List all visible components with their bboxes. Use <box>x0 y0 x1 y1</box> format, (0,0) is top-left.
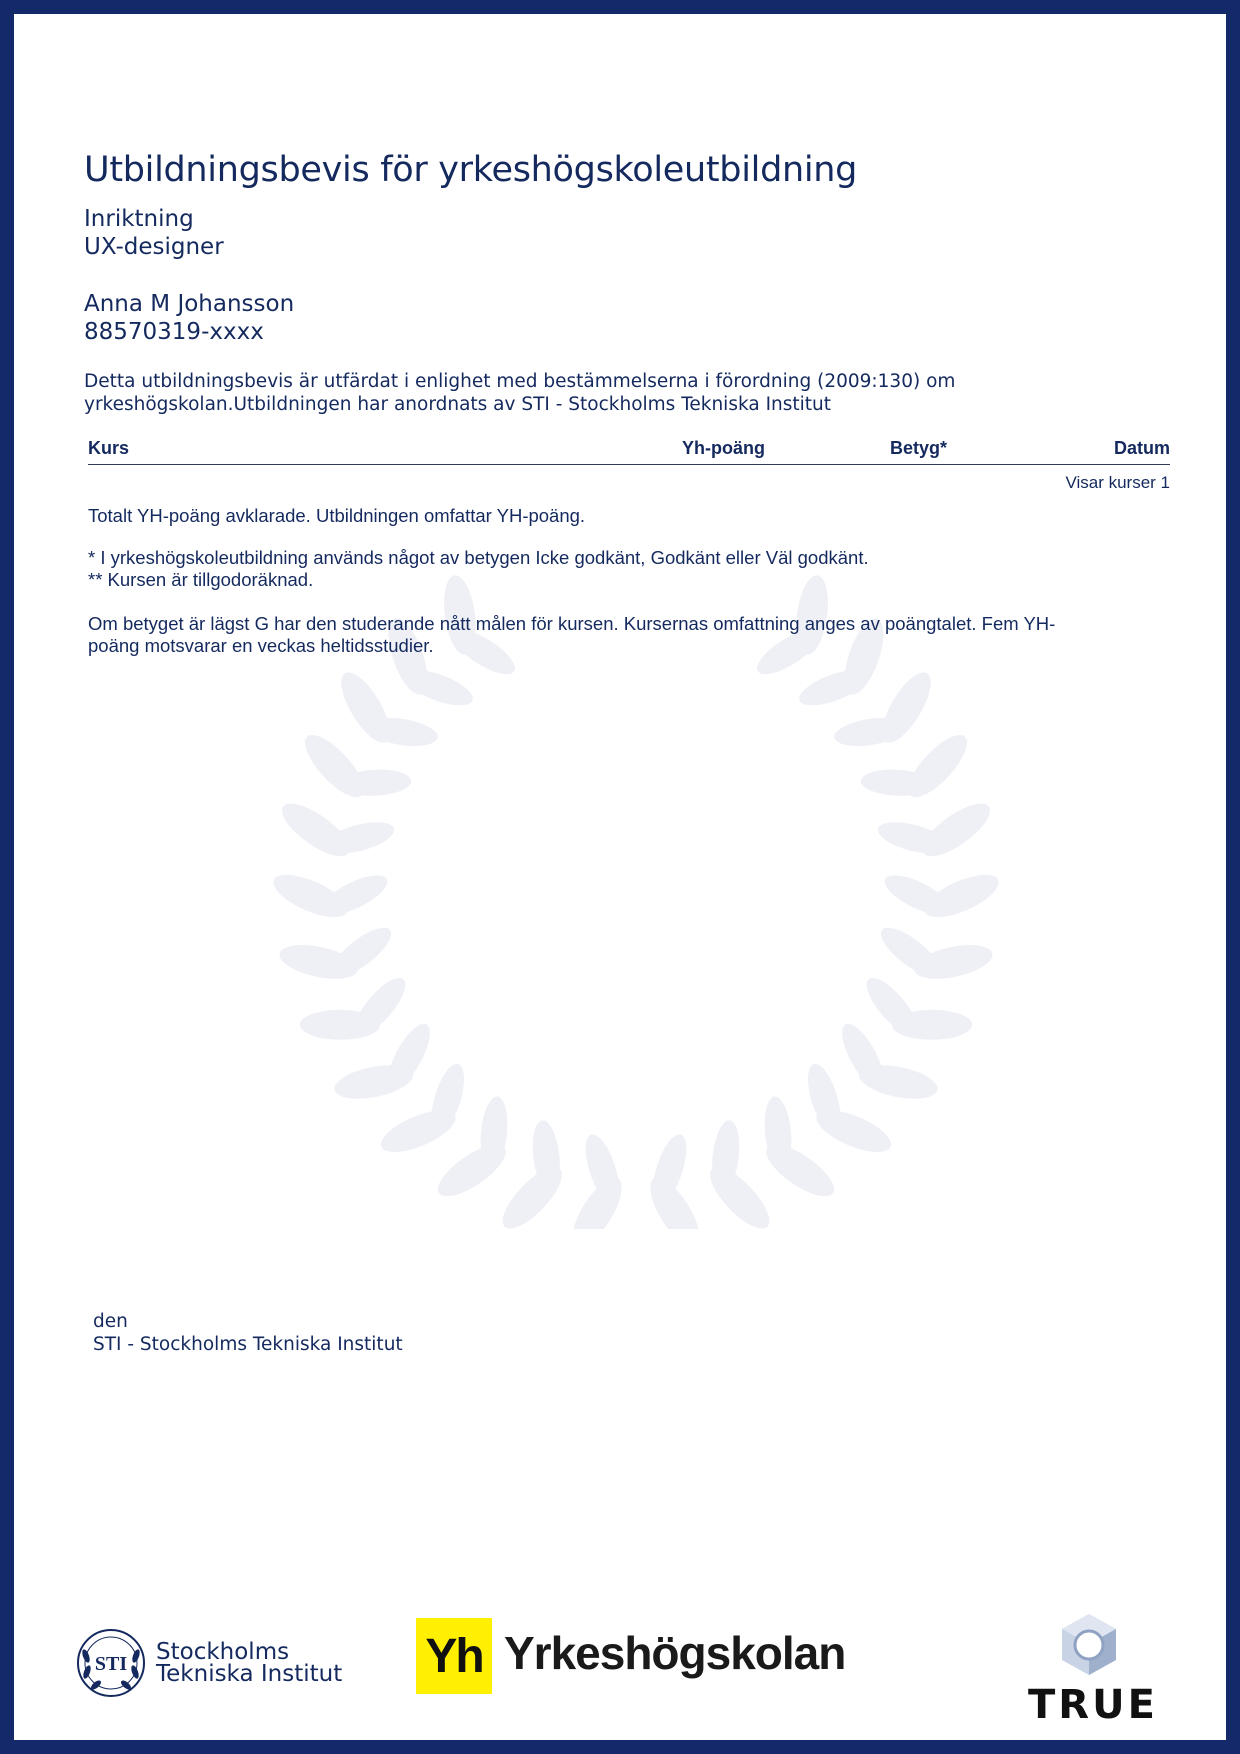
direction-value: UX-designer <box>84 234 224 260</box>
issuer-block <box>93 1310 403 1356</box>
sti-logo-line-1: Stockholms <box>156 1639 290 1665</box>
student-name: Anna M Johansson <box>84 291 295 317</box>
column-course: Kurs <box>88 438 130 458</box>
total-points-note: Totalt YH-poäng avklarade. Utbildningen omfattar YH-poäng. <box>88 505 586 526</box>
column-date: Datum <box>1113 438 1170 458</box>
column-grade: Betyg* <box>890 438 948 458</box>
column-points: Yh-poäng <box>682 438 765 458</box>
sti-logo-text <box>156 1641 342 1685</box>
true-logo-text: TRUE <box>1028 1682 1158 1728</box>
explanation-line-2: poäng motsvarar en veckas heltidsstudier. <box>88 635 434 656</box>
grades-note: * I yrkeshögskoleutbildning används något av betygen Icke godkänt, Godkänt eller Väl godkänt. <box>88 547 869 568</box>
yh-logo-text: Yrkeshögskolan <box>504 1627 846 1679</box>
yh-logo-mark: Yh <box>416 1618 492 1694</box>
place-date: den <box>93 1311 128 1332</box>
course-table-header <box>88 437 1170 465</box>
direction-label: Inriktning <box>84 206 194 232</box>
svg-text:STI: STI <box>94 1653 128 1675</box>
courses-count: Visar kurser 1 <box>1065 473 1170 492</box>
laurel-wreath-watermark-icon <box>266 569 1006 1229</box>
sti-logo-line-2: Tekniska Institut <box>156 1661 343 1687</box>
issuer-name: STI - Stockholms Tekniska Institut <box>93 1334 403 1355</box>
true-cube-logo-icon <box>1054 1610 1124 1680</box>
student-id: 88570319-xxxx <box>84 319 264 345</box>
sti-emblem-logo-icon <box>76 1628 146 1698</box>
intro-line-1: Detta utbildningsbevis är utfärdat i enlighet med bestämmelserna i förordning (2009:130) om <box>84 371 956 392</box>
credit-transfer-note: ** Kursen är tillgodoräknad. <box>88 569 314 590</box>
certificate-title: Utbildningsbevis för yrkeshögskoleutbildning <box>84 150 858 190</box>
explanation-line-1: Om betyget är lägst G har den studerande nått målen för kursen. Kursernas omfattning anges av poängtalet. Fem YH- <box>88 613 1056 634</box>
intro-paragraph <box>84 370 1084 416</box>
intro-line-2: yrkeshögskolan.Utbildningen har anordnats av STI - Stockholms Tekniska Institut <box>84 394 832 415</box>
